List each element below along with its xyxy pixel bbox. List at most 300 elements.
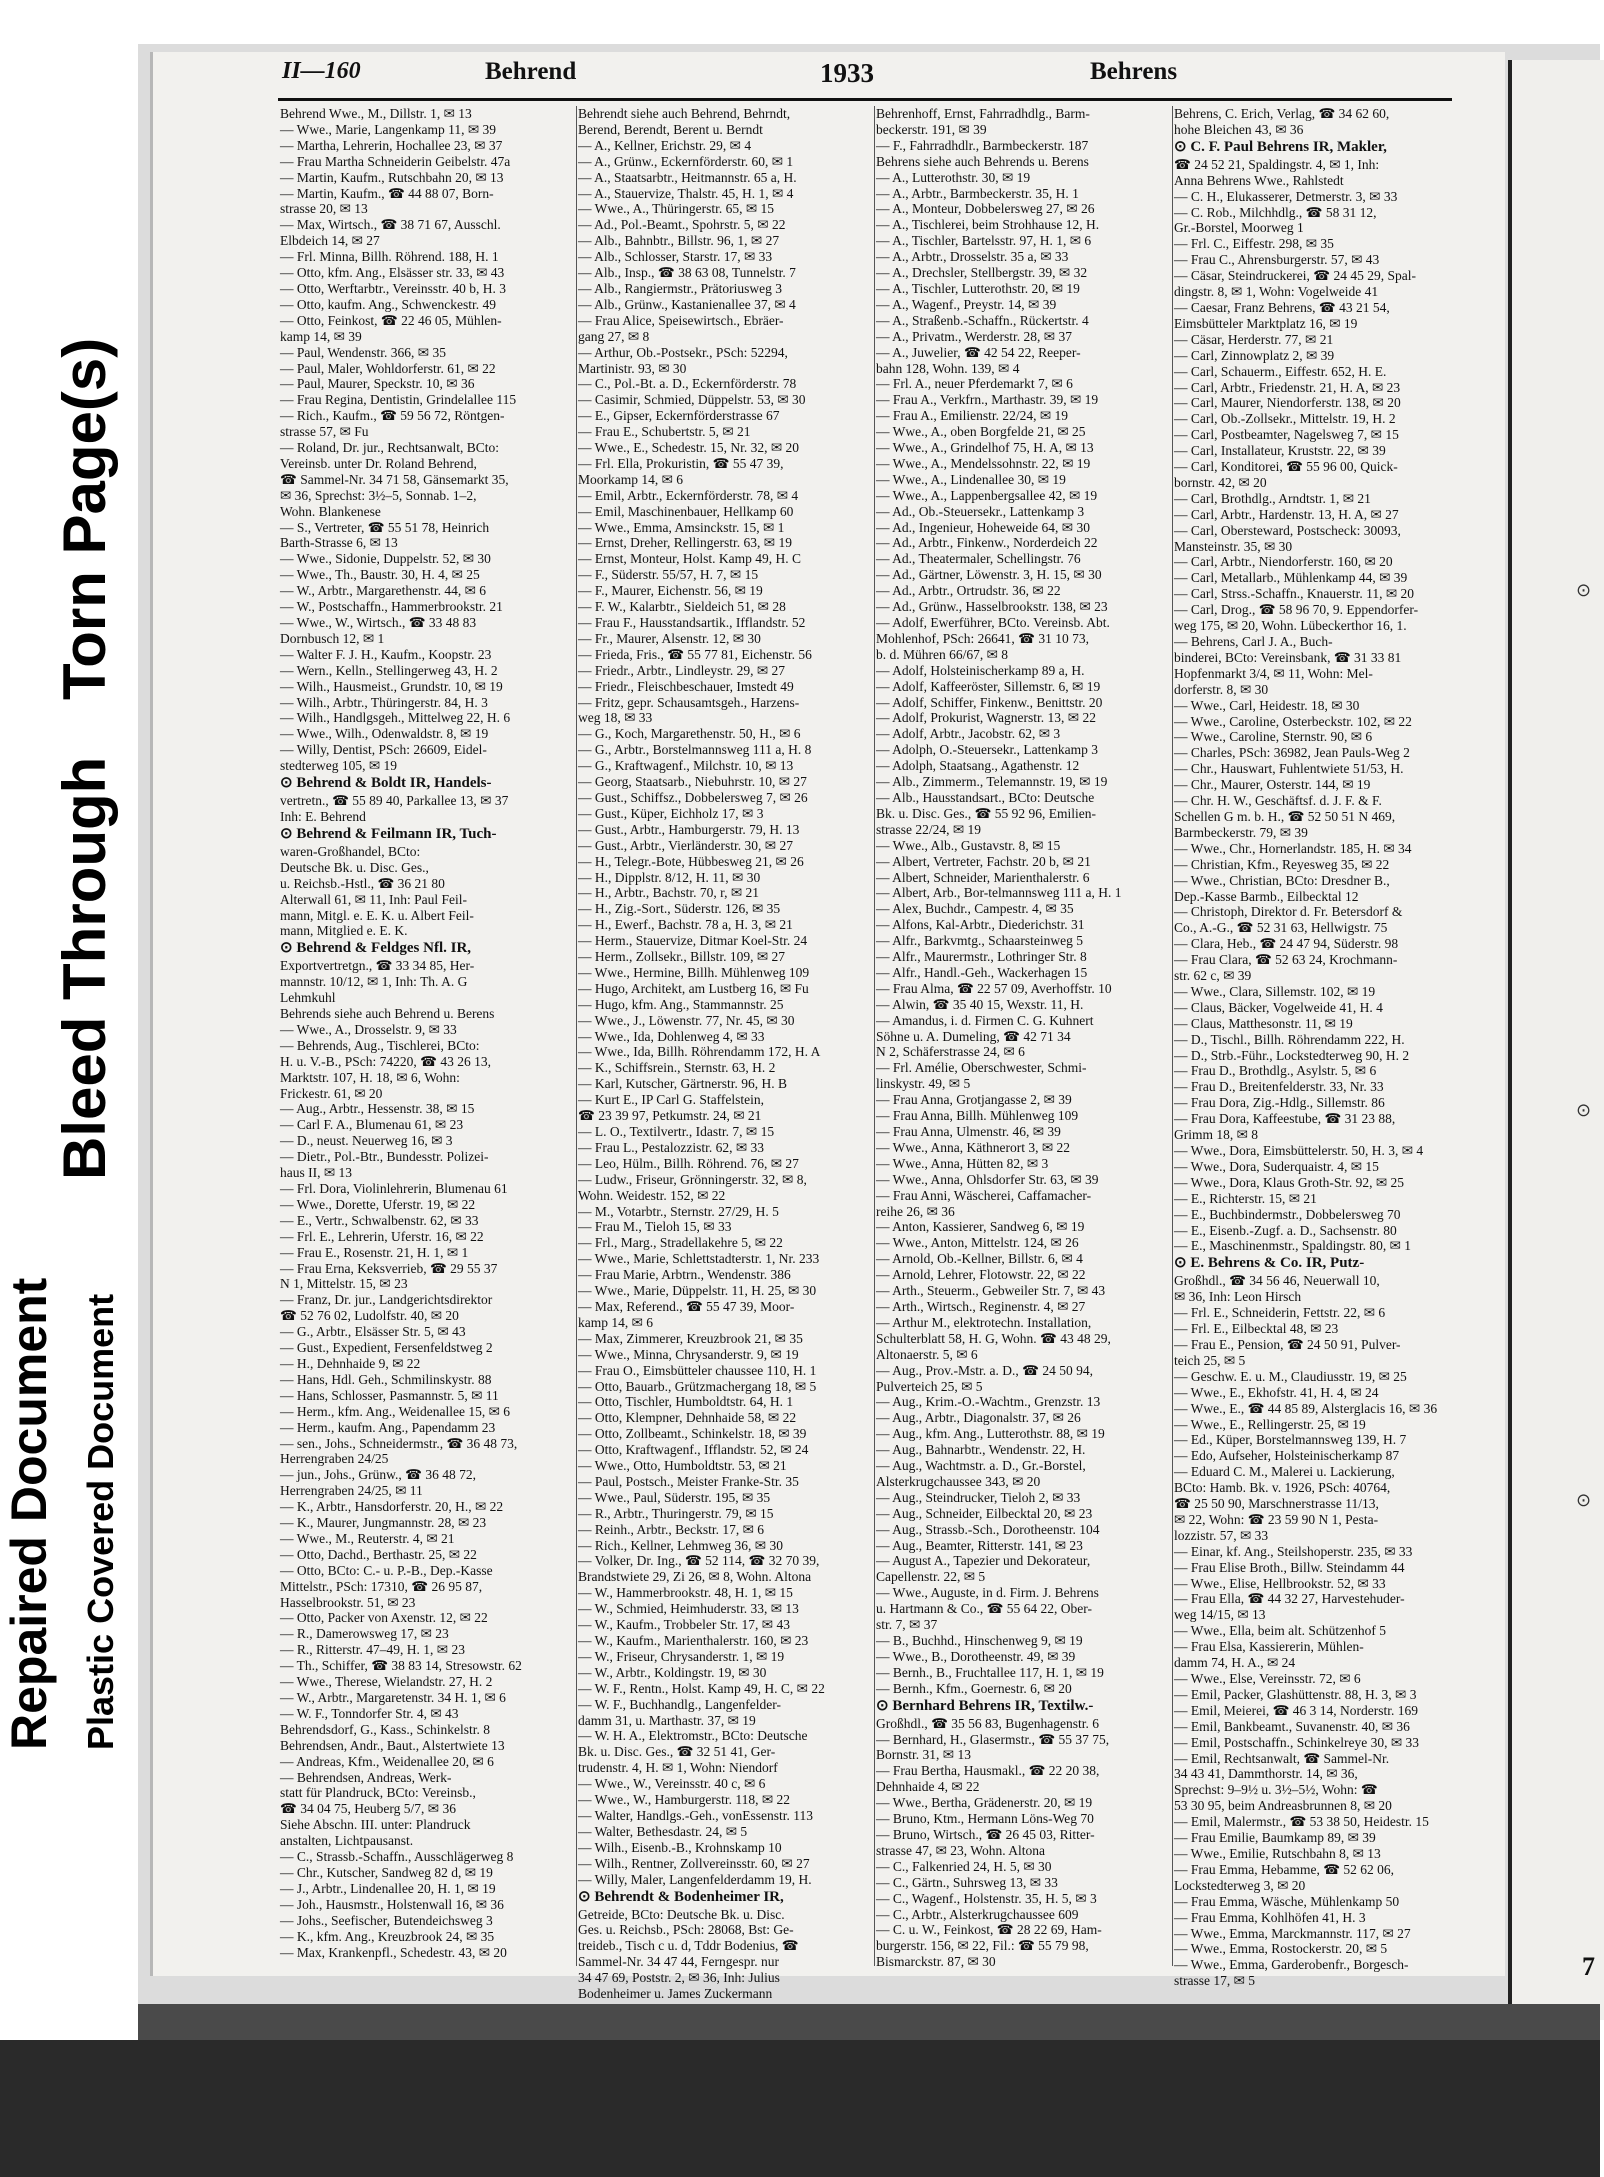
directory-entry: — Carl, Schauerm., Eiffestr. 652, H. E.: [1174, 363, 1387, 379]
page-number: II—160: [282, 58, 361, 84]
directory-entry: Schellen G m. b. H., ☎ 52 50 51 N 469,: [1174, 808, 1396, 824]
directory-entry: — Frl. E., Eilbecktal 48, ✉ 23: [1174, 1321, 1339, 1337]
directory-entry: — R., Ritterstr. 47–49, H. 1, ✉ 23: [280, 1642, 465, 1658]
directory-entry: — Frau Anna, Grotjangasse 2, ✉ 39: [876, 1092, 1072, 1108]
directory-entry: — Frau O., Eimsbütteler chaussee 110, H. 1: [578, 1362, 817, 1378]
directory-entry: — Otto, Feinkost, ☎ 22 46 05, Mühlen-: [280, 312, 502, 328]
directory-entry: — Frau E., Schubertstr. 5, ✉ 21: [578, 424, 751, 440]
directory-entry: — Frau Emilie, Baumkamp 89, ✉ 39: [1174, 1830, 1376, 1846]
directory-entry: Behrend Wwe., M., Dillstr. 1, ✉ 13: [280, 106, 472, 121]
directory-entry: stedterweg 105, ✉ 19: [280, 758, 398, 774]
directory-entry: Hopfenmarkt 3/4, ✉ 11, Wohn: Mel-: [1174, 665, 1373, 681]
directory-entry: — L. O., Textilvertr., Idastr. 7, ✉ 15: [578, 1124, 775, 1139]
directory-entry: — A., Arbtr., Barmbeckerstr. 35, H. 1: [876, 185, 1079, 201]
directory-entry: — Wwe., W., Hamburgerstr. 118, ✉ 22: [578, 1792, 791, 1808]
directory-entry: — Frau Anni, Wäscherei, Caffamacher-: [876, 1187, 1092, 1203]
directory-entry: Lehmkuhl: [280, 990, 336, 1006]
directory-entry: — Wwe., Clara, Sillemstr. 102, ✉ 19: [1174, 983, 1376, 999]
directory-entry: H. u. V.-B., PSch: 74220, ☎ 43 26 13,: [280, 1053, 491, 1069]
directory-entry: ☎ 23 39 97, Petkumstr. 24, ✉ 21: [578, 1108, 762, 1124]
directory-entry: — Frieda, Fris., ☎ 55 77 81, Eichenstr. 56: [578, 646, 812, 662]
directory-entry: — Frau Dora, Kaffeestube, ☎ 31 23 88,: [1174, 1111, 1396, 1127]
directory-entry: — A., Kellner, Erichstr. 29, ✉ 4: [578, 137, 752, 153]
directory-entry: — Carl, Arbtr., Niendorferstr. 160, ✉ 20: [1174, 554, 1393, 570]
directory-entry: Dornbusch 12, ✉ 1: [280, 630, 385, 646]
directory-entry: — Martin, Kaufm., ☎ 44 88 07, Born-: [280, 185, 494, 201]
directory-entry: — Edo, Aufseher, Holsteinischerkamp 87: [1174, 1448, 1400, 1464]
directory-entry: — Fritz, gepr. Schausamtsgeh., Harzens-: [578, 694, 800, 710]
directory-entry: — W., Arbtr., Margaretenstr. 34 H. 1, ✉ 6: [280, 1690, 506, 1705]
directory-entry: — Chr. H. W., Geschäftsf. d. J. F. & F.: [1174, 793, 1382, 809]
directory-entry: — Max, Zimmerer, Kreuzbrook 21, ✉ 35: [578, 1330, 803, 1346]
directory-entry: — W., Kaufm., Trobbeler Str. 17, ✉ 43: [578, 1617, 790, 1633]
directory-entry: — Martin, Kaufm., Rutschbahn 20, ✉ 13: [280, 169, 504, 185]
directory-entry: — Wwe., Carl, Heidestr. 18, ✉ 30: [1174, 697, 1360, 713]
directory-entry: — C., Strassb.-Schaffn., Ausschlägerweg 8: [280, 1849, 514, 1865]
directory-column-2: [578, 106, 878, 2002]
directory-entry: Capellenstr. 22, ✉ 5: [876, 1569, 986, 1585]
directory-entry: — Carl, Maurer, Niendorferstr. 138, ✉ 20: [1174, 395, 1401, 411]
directory-entry: — Ad., Ob.-Steuersekr., Lattenkamp 3: [876, 503, 1085, 519]
directory-entry: — Frl. Dora, Violinlehrerin, Blumenau 61: [280, 1181, 508, 1196]
directory-entry: — Wwe., Caroline, Osterbeckstr. 102, ✉ 22: [1174, 713, 1412, 729]
column-divider: [1172, 106, 1173, 1966]
directory-entry: — Aug., Prov.-Mstr. a. D., ☎ 24 50 94,: [876, 1362, 1093, 1378]
directory-entry: — D., neust. Neuerweg 16, ✉ 3: [280, 1133, 453, 1149]
directory-entry: — Adolph, Staatsang., Agathenstr. 12: [876, 758, 1080, 774]
directory-entry: — Alb., Bahnbtr., Billstr. 96, 1, ✉ 27: [578, 233, 780, 249]
directory-entry: N 1, Mittelstr. 15, ✉ 23: [280, 1276, 408, 1292]
directory-entry: — W. F., Buchhandlg., Langenfelder-: [578, 1696, 781, 1712]
directory-entry: 34 47 69, Poststr. 2, ✉ 36, Inh: Julius: [578, 1970, 780, 1986]
adjacent-page-number: 7: [1582, 1952, 1595, 1981]
directory-entry: — Alfr., Barkvmtg., Schaarsteinweg 5: [876, 933, 1083, 949]
torn-pages-label: Torn Page(s): [51, 337, 118, 700]
directory-entry: — Wilh., Hausmeist., Grundstr. 10, ✉ 19: [280, 678, 503, 694]
directory-entry: damm 31, u. Marthastr. 37, ✉ 19: [578, 1712, 756, 1728]
directory-entry: — Wwe., A., Lindenallee 30, ✉ 19: [876, 471, 1066, 487]
directory-entry: — Herm., kfm. Ang., Weidenallee 15, ✉ 6: [280, 1403, 511, 1419]
directory-entry: — Herm., kaufm. Ang., Papendamm 23: [280, 1419, 496, 1435]
directory-entry: — Wwe., B., Dorotheenstr. 49, ✉ 39: [876, 1648, 1076, 1664]
directory-entry: — Ad., Pol.-Beamt., Spohrstr. 5, ✉ 22: [578, 217, 786, 233]
directory-entry: — Bernh., B., Fruchtallee 117, H. 1, ✉ 19: [876, 1664, 1104, 1680]
directory-entry: — Wwe., Dora, Suderquaistr. 4, ✉ 15: [1174, 1158, 1379, 1174]
directory-entry: — G., Arbtr., Elsässer Str. 5, ✉ 43: [280, 1324, 466, 1340]
directory-entry: — K., Arbtr., Hansdorferstr. 20, H., ✉ 22: [280, 1499, 504, 1515]
directory-entry: ☎ Sammel-Nr. 34 71 58, Gänsemarkt 35,: [280, 471, 509, 487]
directory-entry: — Wwe., Ida, Billh. Röhrendamm 172, H. A: [578, 1044, 821, 1060]
directory-entry: Bodenheimer u. James Zuckermann: [578, 1986, 773, 2002]
directory-entry: — Otto, Kraftwagenf., Ifflandstr. 52, ✉ 24: [578, 1442, 809, 1458]
directory-entry: — Wwe., Th., Baustr. 30, H. 4, ✉ 25: [280, 567, 480, 583]
directory-entry: — K., Maurer, Jungmannstr. 28, ✉ 23: [280, 1515, 487, 1531]
directory-entry: reihe 26, ✉ 36: [876, 1203, 955, 1219]
directory-entry: — C. H., Elukasserer, Detmerstr. 3, ✉ 33: [1174, 188, 1398, 204]
directory-entry: ☎ 34 04 75, Heuberg 5/7, ✉ 36: [280, 1801, 456, 1817]
directory-entry: Siehe Abschn. III. unter: Plandruck: [280, 1817, 471, 1833]
directory-entry: Bk. u. Disc. Ges., ☎ 55 92 96, Emilien-: [876, 805, 1097, 821]
directory-entry: — Bruno, Wirtsch., ☎ 26 45 03, Ritter-: [876, 1826, 1095, 1842]
directory-entry: — Aug., Arbtr., Hessenstr. 38, ✉ 15: [280, 1101, 475, 1117]
directory-entry: — Wilh., Handlgsgeh., Mittelweg 22, H. 6: [280, 710, 511, 726]
repaired-document-label: Repaired Document: [1, 1277, 57, 1750]
directory-entry: — W., Friseur, Chrysanderstr. 1, ✉ 19: [578, 1648, 785, 1664]
directory-entry: — Alb., Hausstandsart., BCto: Deutsche: [876, 789, 1095, 805]
directory-entry: — Frau Regina, Dentistin, Grindelallee 115: [280, 392, 517, 408]
directory-entry: — Wwe., Ida, Dohlenweg 4, ✉ 33: [578, 1028, 765, 1044]
directory-entry: Dehnhaide 4, ✉ 22: [876, 1779, 980, 1795]
directory-entry: — Wwe., E., Ekhofstr. 41, H. 4, ✉ 24: [1174, 1384, 1379, 1400]
directory-entry: — Wwe., A., Mendelssohnstr. 22, ✉ 19: [876, 455, 1091, 471]
directory-entry: — Arnold, Ob.-Kellner, Billstr. 6, ✉ 4: [876, 1251, 1083, 1267]
directory-entry: — Frau Elise Broth., Billw. Steindamm 44: [1174, 1559, 1405, 1575]
directory-entry: — Max, Wirtsch., ☎ 38 71 67, Ausschl.: [280, 217, 501, 233]
directory-entry: — Karl, Kutscher, Gärtnerstr. 96, H. B: [578, 1076, 788, 1092]
directory-entry: Bismarckstr. 87, ✉ 30: [876, 1954, 996, 1970]
directory-entry: — E., Richterstr. 15, ✉ 21: [1174, 1190, 1317, 1206]
directory-entry: — Emil, Meierei, ☎ 46 3 14, Norderstr. 169: [1174, 1702, 1419, 1718]
directory-entry: — Wwe., Alb., Gustavstr. 8, ✉ 15: [876, 837, 1061, 853]
directory-entry: — A., Straßenb.-Schaffn., Rückertstr. 4: [876, 312, 1089, 328]
directory-entry: — Frl. A., neuer Pferdemarkt 7, ✉ 6: [876, 376, 1073, 392]
directory-entry: waren-Großhandel, BCto:: [280, 843, 421, 859]
directory-entry: linskystr. 49, ✉ 5: [876, 1076, 971, 1092]
directory-entry: — F. W., Kalarbtr., Sieldeich 51, ✉ 28: [578, 599, 786, 615]
directory-entry: — Hugo, kfm. Ang., Stammannstr. 25: [578, 996, 784, 1012]
directory-entry: — Anton, Kassierer, Sandweg 6, ✉ 19: [876, 1219, 1085, 1235]
directory-entry: — Carl, Installateur, Kruststr. 22, ✉ 39: [1174, 443, 1386, 459]
directory-entry: — Frau D., Breitenfelderstr. 33, Nr. 33: [1174, 1079, 1384, 1095]
directory-entry: ✉ 22, Wohn: ☎ 23 59 90 N 1, Pesta-: [1174, 1511, 1379, 1527]
directory-entry: anstalten, Lichtpausanst.: [280, 1833, 414, 1849]
directory-entry: — Frau Elsa, Kassiererin, Mühlen-: [1174, 1639, 1364, 1655]
directory-entry: mann, Mitgl. e. E. K. u. Albert Feil-: [280, 907, 474, 923]
directory-entry: — Wilh., Eisenb.-B., Krohnskamp 10: [578, 1839, 782, 1855]
directory-entry: Behrendsdorf, G., Kass., Schinkelstr. 8: [280, 1721, 490, 1737]
directory-entry: strasse 17, ✉ 5: [1174, 1973, 1256, 1989]
directory-entry: — A., Stauervize, Thalstr. 45, H. 1, ✉ 4: [578, 185, 794, 201]
directory-entry: damm 74, H. A., ✉ 24: [1174, 1655, 1296, 1671]
directory-entry: — Otto, Packer von Axenstr. 12, ✉ 22: [280, 1610, 488, 1626]
directory-entry: — A., Drechsler, Stellbergstr. 39, ✉ 32: [876, 265, 1088, 281]
directory-entry: — Wwe., Caroline, Sternstr. 90, ✉ 6: [1174, 729, 1373, 745]
directory-entry: Dep.-Kasse Barmb., Eilbecktal 12: [1174, 888, 1359, 904]
directory-entry: gang 27, ✉ 8: [578, 328, 650, 344]
directory-entry: — sen., Johs., Schneidermstr., ☎ 36 48 73,: [280, 1435, 518, 1451]
directory-entry: — R., Arbtr., Thuringerstr. 79, ✉ 15: [578, 1505, 774, 1521]
directory-entry: — Wwe., Hermine, Billh. Mühlenweg 109: [578, 964, 810, 980]
directory-entry: — Claus, Matthesonstr. 11, ✉ 19: [1174, 1015, 1353, 1031]
directory-entry: dorferstr. 8, ✉ 30: [1174, 681, 1269, 697]
directory-entry: — Johs., Seefischer, Butendeichsweg 3: [280, 1912, 493, 1928]
directory-entry: — Max, Krankenpfl., Schedestr. 43, ✉ 20: [280, 1944, 507, 1960]
directory-entry: Herrengraben 24/25: [280, 1451, 389, 1467]
directory-entry: — Ad., Arbtr., Ortrudstr. 36, ✉ 22: [876, 583, 1061, 599]
directory-entry: — Carl, Arbtr., Friedenstr. 21, H. A, ✉ 23: [1174, 379, 1401, 395]
directory-entry: — W., Schmied, Heimhuderstr. 33, ✉ 13: [578, 1601, 799, 1617]
directory-entry: N 2, Schäferstrasse 24, ✉ 6: [876, 1044, 1025, 1060]
directory-entry: — Rich., Kellner, Lehmweg 36, ✉ 30: [578, 1537, 783, 1553]
directory-entry: — Wwe., A., Lappenbergsallee 42, ✉ 19: [876, 487, 1098, 503]
directory-entry: — Wwe., Therese, Wielandstr. 27, H. 2: [280, 1674, 493, 1690]
directory-entry: — Walter, Bethesdastr. 24, ✉ 5: [578, 1823, 748, 1839]
directory-entry: Bk. u. Disc. Ges., ☎ 32 51 41, Ger-: [578, 1744, 776, 1760]
directory-entry: Großhdl., ☎ 35 56 83, Bugenhagenstr. 6: [876, 1715, 1100, 1731]
directory-entry: — Ed., Küper, Borstelmannsweg 139, H. 7: [1174, 1432, 1407, 1448]
directory-entry: — Adolf, Prokurist, Wagnerstr. 13, ✉ 22: [876, 710, 1096, 726]
directory-entry: — Alb., Rangiermstr., Prätoriusweg 3: [578, 280, 782, 296]
directory-entry: — Wwe., Emma, Rostockerstr. 20, ✉ 5: [1174, 1941, 1388, 1957]
directory-entry: — Otto, kaufm. Ang., Schwenckestr. 49: [280, 296, 496, 312]
directory-entry: — K., Schiffsrein., Sternstr. 63, H. 2: [578, 1060, 776, 1076]
directory-entry: — Wwe., Marie, Düppelstr. 11, H. 25, ✉ 30: [578, 1283, 817, 1299]
directory-entry: — Cäsar, Herderstr. 77, ✉ 21: [1174, 331, 1334, 347]
directory-entry: — W., Kaufm., Marienthalerstr. 160, ✉ 23: [578, 1633, 809, 1648]
directory-entry: — Wwe., Ella, beim alt. Schützenhof 5: [1174, 1623, 1386, 1639]
directory-entry: — Willy, Dentist, PSch: 26609, Eidel-: [280, 742, 487, 758]
directory-entry: — Wwe., Anna, Käthnerort 3, ✉ 22: [876, 1139, 1071, 1155]
directory-entry: — Frau D., Brothdlg., Asylstr. 5, ✉ 6: [1174, 1063, 1377, 1079]
directory-entry: — R., Damerowsweg 17, ✉ 23: [280, 1626, 449, 1642]
directory-entry: — Frau L., Pestalozzistr. 62, ✉ 33: [578, 1139, 765, 1155]
adjacent-page-edge: [1508, 60, 1604, 2020]
directory-entry: — Eduard C. M., Malerei u. Lackierung,: [1174, 1464, 1395, 1480]
directory-entry: — Ludw., Friseur, Grönningerstr. 32, ✉ 8,: [578, 1171, 807, 1187]
directory-entry: — A., Tischler, Lutterothstr. 20, ✉ 19: [876, 280, 1080, 296]
directory-entry: — Wwe., Wilh., Odenwaldstr. 8, ✉ 19: [280, 726, 489, 742]
directory-entry: — Hans, Hdl. Geh., Schmilinskystr. 88: [280, 1371, 492, 1387]
directory-entry: Pulverteich 25, ✉ 5: [876, 1378, 983, 1394]
directory-entry: — A., Staatsarbtr., Heitmannstr. 65 a, H.: [578, 169, 797, 185]
directory-entry: — August A., Tapezier und Dekorateur,: [876, 1553, 1091, 1569]
directory-entry: — Gust., Expedient, Fersenfeldstweg 2: [280, 1340, 493, 1356]
directory-entry: — Albert, Vertreter, Fachstr. 20 b, ✉ 21: [876, 853, 1091, 869]
directory-entry: — Gust., Schiffsz., Dobbelersweg 7, ✉ 26: [578, 789, 808, 805]
directory-entry: — Arnold, Lehrer, Flotowstr. 22, ✉ 22: [876, 1267, 1086, 1283]
directory-entry: — Clara, Heb., ☎ 24 47 94, Süderstr. 98: [1174, 936, 1399, 952]
directory-entry: Herrengraben 24/25, ✉ 11: [280, 1483, 423, 1499]
directory-entry: — Wwe., Dora, Eimsbüttelerstr. 50, H. 3, ✉ 4: [1174, 1143, 1424, 1158]
directory-entry: Ges. u. Reichsb., PSch: 28068, Bst: Ge-: [578, 1922, 794, 1938]
directory-entry: — E., Buchbindermstr., Dobbelersweg 70: [1174, 1206, 1401, 1222]
directory-entry: — Frau M., Tieloh 15, ✉ 33: [578, 1219, 732, 1235]
directory-entry: — H., Dipplstr. 8/12, H. 11, ✉ 30: [578, 869, 761, 885]
directory-entry: — Wwe., Emilie, Rutschbahn 8, ✉ 13: [1174, 1845, 1381, 1861]
directory-entry: dingstr. 8, ✉ 1, Wohn: Vogelweide 41: [1174, 284, 1379, 300]
directory-entry: — Emil, Maschinenbauer, Hellkamp 60: [578, 503, 794, 519]
directory-entry: — Franz, Dr. jur., Landgerichtsdirektor: [280, 1292, 493, 1308]
directory-entry: 34 43 41, Dammthorstr. 14, ✉ 36,: [1174, 1766, 1358, 1782]
directory-entry: Martinistr. 93, ✉ 30: [578, 360, 687, 376]
directory-entry: — A., Tischlerei, beim Strohhause 12, H.: [876, 217, 1100, 233]
directory-entry: — Wwe., A., Thüringerstr. 65, ✉ 15: [578, 201, 775, 217]
directory-entry: — Wwe., Marie, Schlettstadterstr. 1, Nr. 233: [578, 1251, 820, 1267]
directory-entry: — Charles, PSch: 36982, Jean Pauls-Weg 2: [1174, 745, 1410, 761]
directory-entry: weg 18, ✉ 33: [578, 710, 653, 726]
directory-entry: — Gust., Arbtr., Vierländerstr. 30, ✉ 27: [578, 837, 793, 853]
directory-entry: — Bernhard, H., Glasermstr., ☎ 55 37 75,: [876, 1731, 1110, 1747]
directory-entry: — Adolf, Holsteinischerkamp 89 a, H.: [876, 662, 1085, 678]
directory-entry: — G., Arbtr., Borstelmannsweg 111 a, H. 8: [578, 742, 812, 758]
column-divider: [576, 106, 577, 1966]
directory-entry: — Emil, Arbtr., Eckernförderstr. 78, ✉ 4: [578, 487, 799, 503]
directory-entry: — Frl. E., Schneiderin, Fettstr. 22, ✉ 6: [1174, 1305, 1386, 1321]
directory-entry: — Frau E., Rosenstr. 21, H. 1, ✉ 1: [280, 1244, 469, 1260]
directory-entry: — Joh., Hausmstr., Holstenwall 16, ✉ 36: [280, 1896, 504, 1912]
directory-entry: Bornstr. 31, ✉ 13: [876, 1747, 971, 1763]
directory-entry: ☎ 52 76 02, Ludolfstr. 40, ✉ 20: [280, 1308, 459, 1324]
directory-entry: Eimsbütteler Marktplatz 16, ✉ 19: [1174, 315, 1358, 331]
binding-mark-icon: ⊙: [1576, 1490, 1592, 1510]
directory-entry: str. 62 c, ✉ 39: [1174, 968, 1252, 984]
header-year: 1933: [820, 58, 874, 88]
page-header: [130, 58, 1450, 98]
directory-entry: — Herm., Stauervize, Ditmar Koel-Str. 24: [578, 933, 808, 949]
directory-entry: kamp 14, ✉ 39: [280, 328, 362, 344]
directory-entry: — Frau Emma, Hebamme, ☎ 52 62 06,: [1174, 1861, 1395, 1877]
directory-entry: — Gust., Arbtr., Hamburgerstr. 79, H. 13: [578, 821, 800, 837]
page-bottom-edge: [138, 2004, 1600, 2040]
directory-entry: — Walter, Handlgs.-Geh., vonEssenstr. 113: [578, 1807, 813, 1823]
directory-entry: — Frau A., Emilienstr. 22/24, ✉ 19: [876, 408, 1069, 424]
directory-entry: — J., Arbtr., Lindenallee 20, H. 1, ✉ 19: [280, 1880, 496, 1896]
directory-entry: treideb., Tisch c u. d, Tddr Bodenius, ☎: [578, 1938, 799, 1954]
directory-entry: — Wwe., Else, Vereinsstr. 72, ✉ 6: [1174, 1671, 1361, 1686]
directory-entry: ✉ 36, Inh: Leon Hirsch: [1174, 1289, 1302, 1305]
plastic-covered-label: Plastic Covered Document: [80, 1293, 121, 1750]
directory-entry: — Dietr., Pol.-Btr., Bundesstr. Polizei-: [280, 1149, 489, 1165]
directory-entry: — Ernst, Dreher, Rellingerstr. 63, ✉ 19: [578, 535, 792, 551]
directory-entry: teich 25, ✉ 5: [1174, 1352, 1246, 1368]
side-labels: [0, 60, 150, 1750]
directory-entry: — Arth., Wirtsch., Reginenstr. 4, ✉ 27: [876, 1298, 1086, 1314]
directory-entry: — Gust., Küper, Eichholz 17, ✉ 3: [578, 805, 764, 821]
directory-entry: — Otto, Klempner, Dehnhaide 58, ✉ 22: [578, 1410, 797, 1426]
directory-entry: — Frl. Minna, Billh. Röhrend. 188, H. 1: [280, 249, 499, 265]
directory-entry: strasse 20, ✉ 13: [280, 201, 368, 217]
directory-entry: — Wwe., Dorette, Uferstr. 19, ✉ 22: [280, 1196, 476, 1212]
directory-entry: — Arth., Steuerm., Gebweiler Str. 7, ✉ 43: [876, 1283, 1106, 1299]
directory-entry: — Wern., Kelln., Stellingerweg 43, H. 2: [280, 662, 498, 678]
directory-entry: Getreide, BCto: Deutsche Bk. u. Disc.: [578, 1906, 785, 1922]
directory-entry: — Chr., Maurer, Osterstr. 144, ✉ 19: [1174, 777, 1371, 793]
directory-entry: — F., Maurer, Eichenstr. 56, ✉ 19: [578, 583, 763, 599]
directory-entry: — Alex, Buchdr., Campestr. 4, ✉ 35: [876, 901, 1074, 917]
directory-entry: — Frau Erna, Keksverrieb, ☎ 29 55 37: [280, 1260, 498, 1276]
directory-entry: — Wwe., Anna, Ohlsdorfer Str. 63, ✉ 39: [876, 1171, 1099, 1187]
directory-entry: — Carl, Brothdlg., Arndtstr. 1, ✉ 21: [1174, 490, 1371, 506]
directory-entry: — Emil, Bankbeamt., Suvanenstr. 40, ✉ 36: [1174, 1718, 1410, 1734]
directory-entry: Altonaerstr. 5, ✉ 6: [876, 1346, 978, 1362]
directory-entry: — Alb., Insp., ☎ 38 63 08, Tunnelstr. 7: [578, 265, 796, 281]
firm-entry: ⊙ E. Behrens & Co. IR, Putz-: [1174, 1255, 1365, 1272]
directory-entry: — Wwe., Otto, Humboldtstr. 53, ✉ 21: [578, 1458, 787, 1474]
directory-entry: — Wwe., Elise, Hellbrookstr. 52, ✉ 33: [1174, 1575, 1386, 1591]
directory-entry: — A., Tischler, Bartelsstr. 97, H. 1, ✉ 6: [876, 233, 1092, 249]
directory-entry: Alsterkrugchaussee 343, ✉ 20: [876, 1473, 1041, 1489]
directory-entry: — Alb., Zimmerm., Telemannstr. 19, ✉ 19: [876, 774, 1108, 790]
directory-entry: — Christian, Kfm., Reyesweg 35, ✉ 22: [1174, 856, 1390, 872]
directory-entry: — Frau Anna, Billh. Mühlenweg 109: [876, 1108, 1079, 1124]
directory-entry: — Ad., Theatermaler, Schellingstr. 76: [876, 551, 1081, 567]
directory-entry: — Aug., Bahnarbtr., Wendenstr. 22, H.: [876, 1442, 1086, 1458]
directory-entry: — Ad., Ingenieur, Hoheweide 64, ✉ 30: [876, 519, 1090, 535]
directory-entry: — M., Votarbtr., Sternstr. 27/29, H. 5: [578, 1203, 779, 1219]
header-right-word: Behrens: [1090, 58, 1178, 85]
directory-entry: — Otto, Werftarbtr., Vereinsstr. 40 b, H. 3: [280, 280, 507, 296]
directory-entry: — Wwe., Paul, Süderstr. 195, ✉ 35: [578, 1489, 771, 1505]
directory-entry: Großhdl., ☎ 34 56 46, Neuerwall 10,: [1174, 1273, 1380, 1289]
directory-entry: — Carl, Arbtr., Hardenstr. 13, H. A, ✉ 27: [1174, 506, 1399, 522]
directory-entry: — Frl., Marg., Stradellakehre 5, ✉ 22: [578, 1235, 783, 1251]
directory-entry: — Carl F. A., Blumenau 61, ✉ 23: [280, 1117, 464, 1133]
directory-entry: — Wwe., E., Rellingerstr. 25, ✉ 19: [1174, 1416, 1366, 1432]
directory-entry: — Volker, Dr. Ing., ☎ 52 114, ☎ 32 70 39,: [578, 1553, 820, 1569]
directory-entry: — Adolf, Ewerführer, BCto. Vereinsb. Abt.: [876, 615, 1110, 630]
directory-entry: — H., Ewerf., Bachstr. 78 a, H. 3, ✉ 21: [578, 917, 793, 933]
directory-entry: — Wwe., J., Löwenstr. 77, Nr. 45, ✉ 30: [578, 1012, 795, 1028]
directory-entry: — Aug., Schneider, Eilbecktal 20, ✉ 23: [876, 1505, 1093, 1521]
directory-entry: — Frl. Ella, Prokuristin, ☎ 55 47 39,: [578, 455, 784, 471]
directory-entry: — E., Vertr., Schwalbenstr. 62, ✉ 33: [280, 1212, 479, 1228]
directory-entry: — A., Privatm., Werderstr. 28, ✉ 37: [876, 328, 1072, 344]
directory-entry: — Aug., Beamter, Ritterstr. 141, ✉ 23: [876, 1537, 1083, 1553]
directory-entry: — Max, Referend., ☎ 55 47 39, Moor-: [578, 1298, 795, 1314]
directory-entry: bahn 128, Wohn. 139, ✉ 4: [876, 360, 1020, 376]
directory-entry: — Fr., Maurer, Alsenstr. 12, ✉ 30: [578, 630, 761, 646]
directory-entry: — Frau Clara, ☎ 52 63 24, Krochmann-: [1174, 952, 1398, 968]
directory-entry: — Caesar, Franz Behrens, ☎ 43 21 54,: [1174, 299, 1390, 315]
directory-entry: haus II, ✉ 13: [280, 1165, 353, 1181]
scanner-bed: [0, 2040, 1600, 2177]
directory-entry: — Frau Dora, Zig.-Hdlg., Sillemstr. 86: [1174, 1095, 1385, 1111]
directory-entry: — Aug., Strassb.-Sch., Dorotheenstr. 104: [876, 1521, 1100, 1537]
directory-entry: — E., Gipser, Eckernförderstrasse 67: [578, 408, 780, 424]
directory-entry: — C. u. W., Feinkost, ☎ 28 22 69, Ham-: [876, 1922, 1102, 1938]
directory-entry: — Wwe., M., Reuterstr. 4, ✉ 21: [280, 1530, 455, 1546]
directory-entry: Behrens, C. Erich, Verlag, ☎ 34 62 60,: [1174, 106, 1390, 121]
directory-entry: — Leo, Hülm., Billh. Röhrend. 76, ✉ 27: [578, 1155, 799, 1171]
directory-entry: — Paul, Maler, Wohldorferstr. 61, ✉ 22: [280, 360, 496, 376]
firm-entry: ⊙ Bernhard Behrens IR, Textilw.-: [876, 1697, 1094, 1714]
directory-entry: — Otto, Zollbeamt., Schinkelstr. 18, ✉ 39: [578, 1426, 807, 1442]
directory-entry: — W., Arbtr., Koldingstr. 19, ✉ 30: [578, 1664, 767, 1680]
directory-entry: — H., Dehnhaide 9, ✉ 22: [280, 1355, 421, 1371]
directory-entry: — Wwe., Anna, Hütten 82, ✉ 3: [876, 1155, 1049, 1171]
directory-entry: — Frau C., Ahrensburgerstr. 57, ✉ 43: [1174, 252, 1380, 268]
directory-entry: — Wwe., A., Drosselstr. 9, ✉ 33: [280, 1021, 457, 1037]
directory-entry: — Christoph, Direktor d. Fr. Betersdorf &: [1174, 904, 1403, 920]
directory-entry: — Frl. E., Lehrerin, Uferstr. 16, ✉ 22: [280, 1228, 484, 1244]
directory-entry: — Einar, kf. Ang., Steilshoperstr. 235, ✉ 33: [1174, 1543, 1413, 1559]
directory-entry: — Wilh., Arbtr., Thüringerstr. 84, H. 3: [280, 694, 488, 710]
directory-entry: — Geschw. E. u. M., Claudiusstr. 19, ✉ 25: [1174, 1368, 1407, 1384]
directory-entry: — Willy, Maler, Langenfelderdamm 19, H.: [578, 1871, 812, 1887]
directory-entry: b. d. Mühren 66/67, ✉ 8: [876, 646, 1009, 662]
directory-entry: Mittelstr., PSch: 17310, ☎ 26 95 87,: [280, 1578, 483, 1594]
directory-entry: — Claus, Bäcker, Vogelweide 41, H. 4: [1174, 999, 1383, 1015]
directory-entry: — Adolf, Kaffeeröster, Sillemstr. 6, ✉ 19: [876, 678, 1101, 694]
firm-entry: ⊙ C. F. Paul Behrens IR, Makler,: [1174, 138, 1387, 155]
directory-entry: — Frau Anna, Ulmenstr. 46, ✉ 39: [876, 1124, 1061, 1139]
directory-entry: — D., Strb.-Führ., Lockstedterweg 90, H. 2: [1174, 1047, 1410, 1063]
directory-entry: — H., Arbtr., Bachstr. 70, r, ✉ 21: [578, 885, 760, 901]
directory-entry: — Otto, Dachd., Berthastr. 25, ✉ 22: [280, 1546, 477, 1562]
directory-entry: — Aug., Arbtr., Diagonalstr. 37, ✉ 26: [876, 1410, 1081, 1426]
directory-entry: u. Reichsb.-Hstl., ☎ 36 21 80: [280, 875, 445, 891]
directory-entry: — Bernh., Kfm., Goernestr. 6, ✉ 20: [876, 1680, 1072, 1696]
